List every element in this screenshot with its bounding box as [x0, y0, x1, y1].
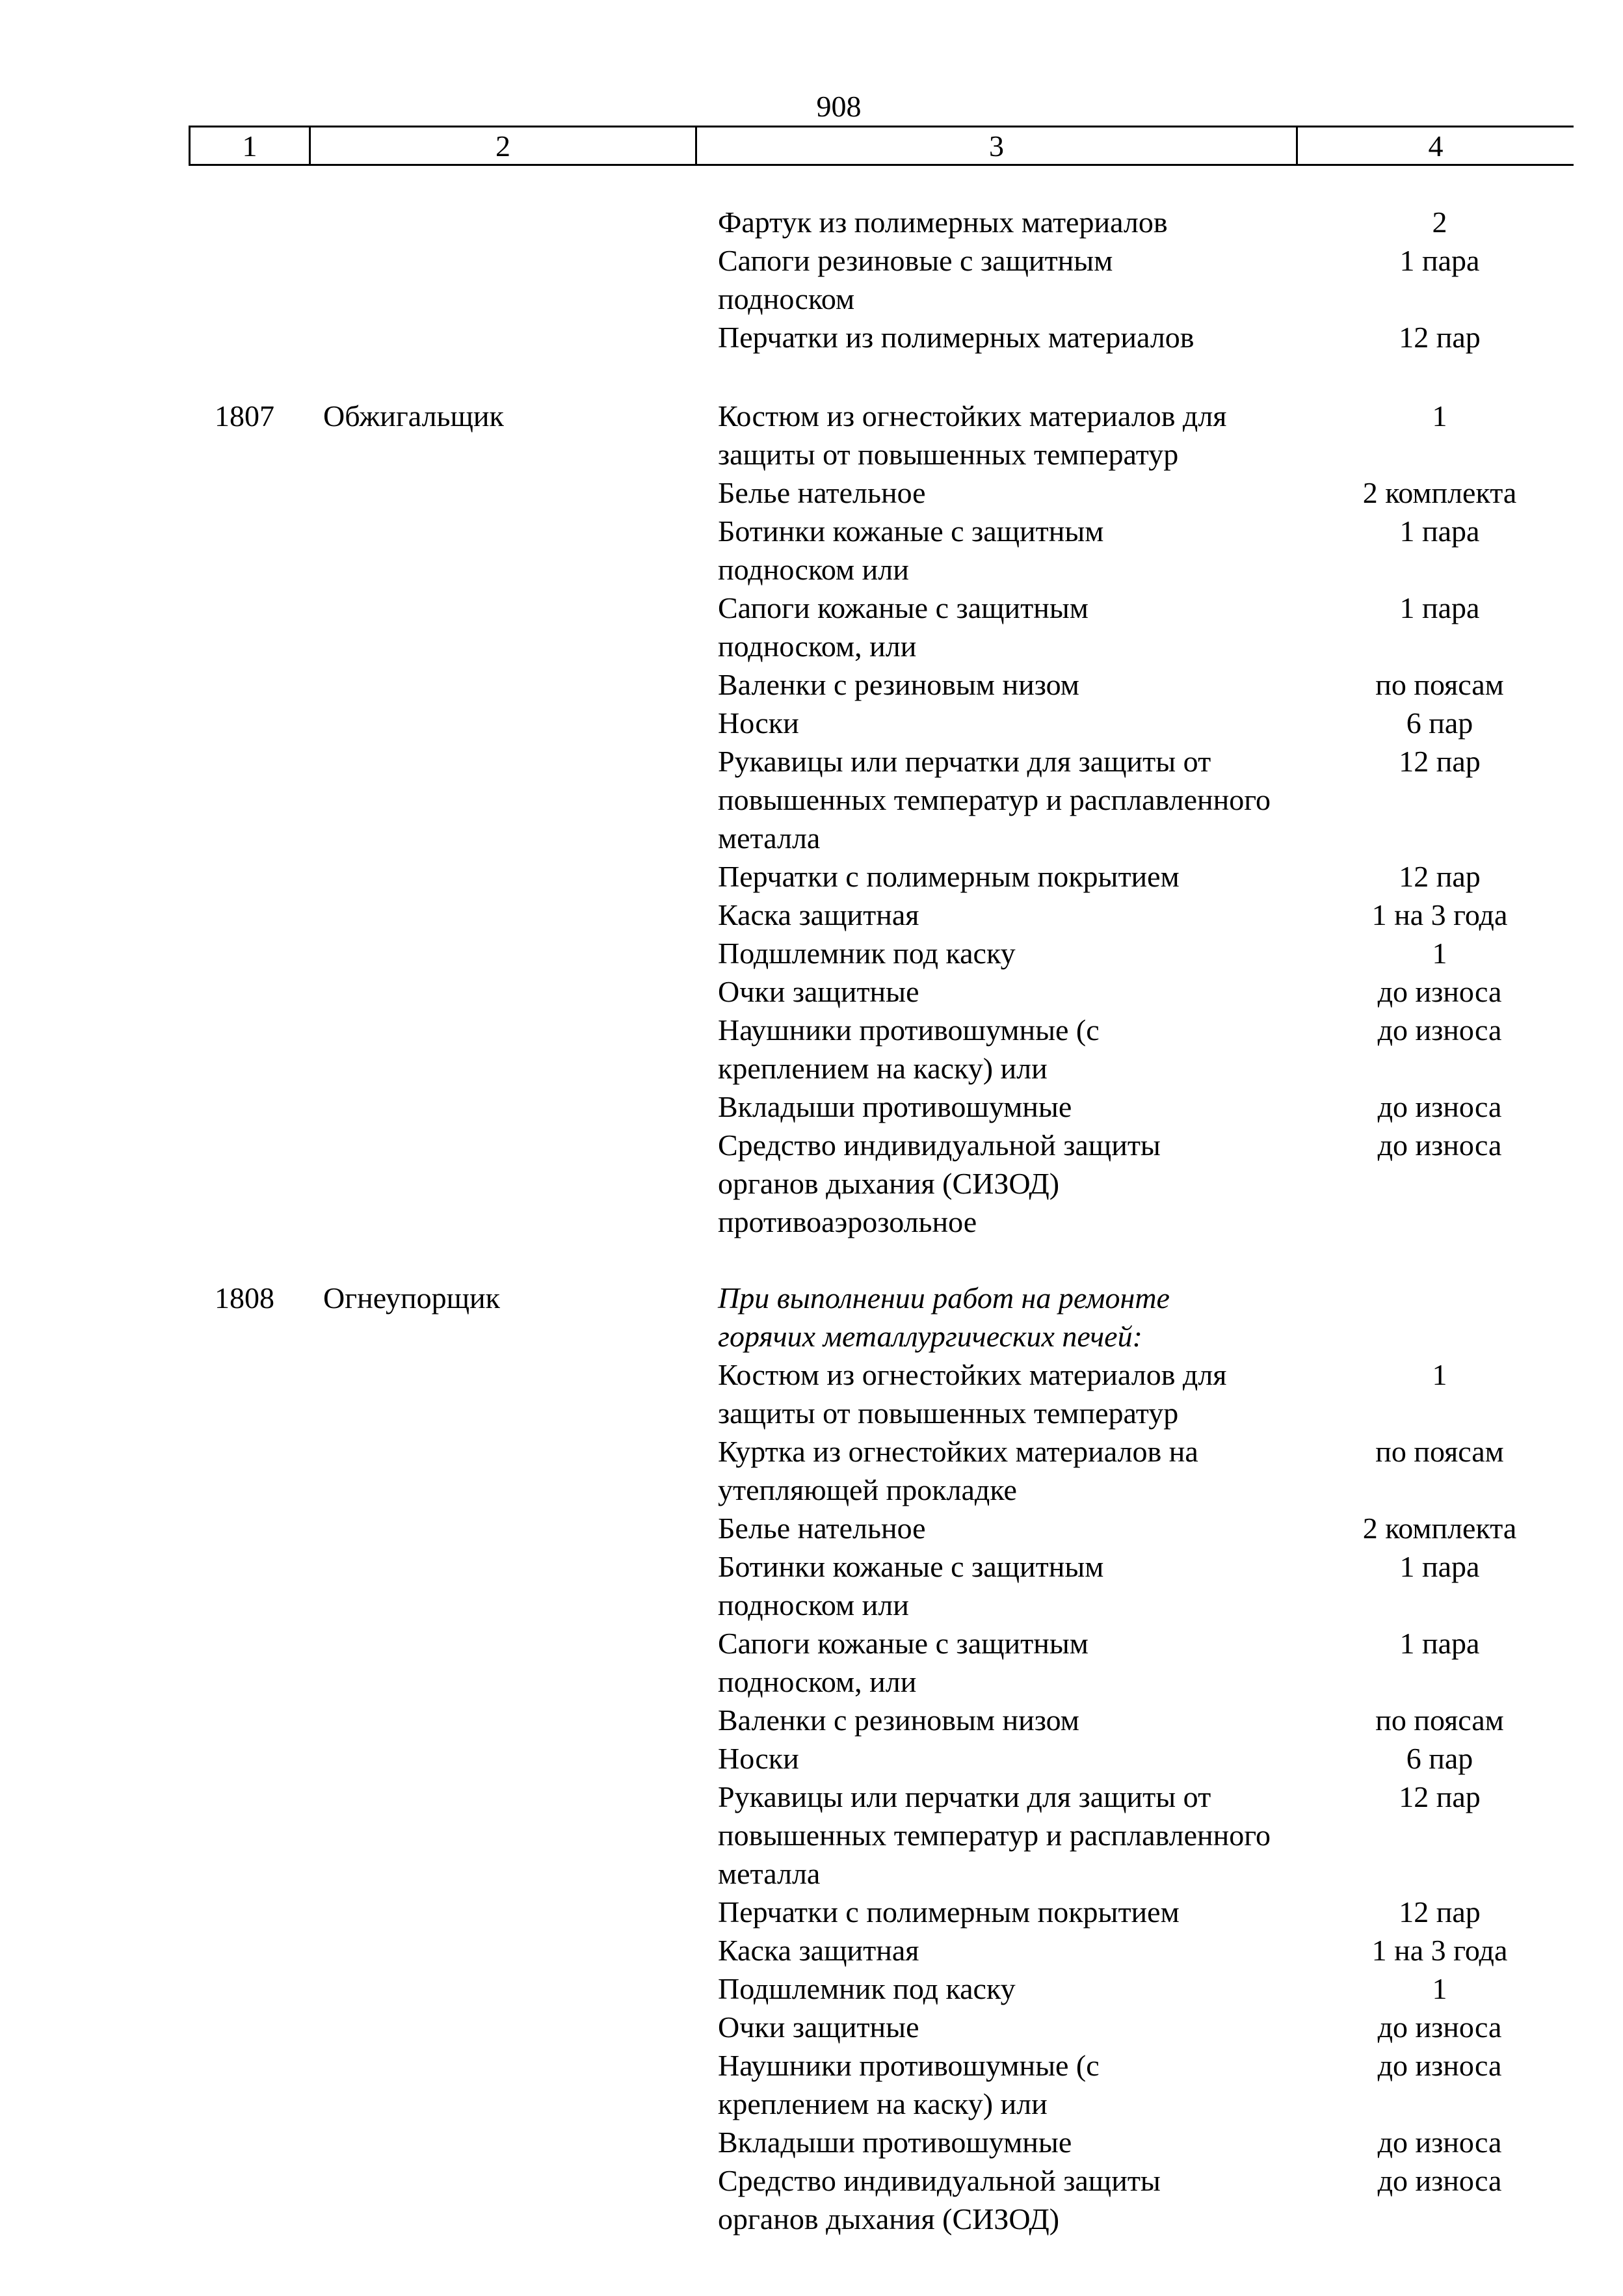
list-item	[718, 1969, 1563, 2008]
item-name: Перчатки с полимерным покрытием	[718, 1895, 1180, 1929]
column-header-1: 1	[191, 127, 311, 164]
item-name: Перчатки с полимерным покрытием	[718, 860, 1180, 893]
item-quantity: до износа	[1377, 2126, 1502, 2159]
item-name: Наушники противошумные (с креплением на каску) или	[718, 1013, 1100, 1085]
item-name: Белье нательное	[718, 476, 926, 509]
item-name: Наушники противошумные (с креплением на каску) или	[718, 2049, 1100, 2120]
list-item	[718, 1432, 1563, 1509]
item-quantity: 2 комплекта	[1362, 1512, 1517, 1545]
list-item	[718, 2046, 1563, 2123]
item-quantity: 1 пара	[1399, 1627, 1480, 1660]
item-name: Рукавицы или перчатки для защиты от повышенных температур и расплавленного металла	[718, 1780, 1271, 1890]
column-header-3: 3	[697, 127, 1298, 164]
item-name: Ботинки кожаные с защитным подноском или	[718, 1550, 1104, 1622]
page-number: 908	[816, 90, 862, 123]
item-quantity: 1	[1432, 1358, 1447, 1391]
item-quantity: 1	[1432, 1972, 1447, 2005]
item-name: Каска защитная	[718, 1934, 919, 1967]
list-item	[718, 704, 1563, 742]
item-quantity: по поясам	[1375, 1703, 1504, 1737]
item-list	[718, 397, 1563, 1241]
item-name: Подшлемник под каску	[718, 1972, 1016, 2005]
item-quantity: 1 пара	[1399, 1550, 1480, 1583]
column-header-4: 4	[1428, 129, 1444, 163]
entry-code: 1808	[215, 1281, 274, 1315]
list-item	[718, 2008, 1563, 2046]
item-quantity: до износа	[1377, 2164, 1502, 2197]
item-quantity: 1 пара	[1399, 591, 1480, 624]
section-note-text: При выполнении работ на ремонте горячих металлургических печей:	[718, 1281, 1170, 1353]
item-name: Подшлемник под каску	[718, 937, 1016, 970]
item-quantity: 12 пар	[1399, 1895, 1481, 1929]
item-name: Очки защитные	[718, 2010, 919, 2044]
item-quantity: до износа	[1377, 1128, 1502, 1162]
entry-title: Огнеупорщик	[323, 1281, 500, 1315]
list-item	[718, 1509, 1563, 1547]
list-item	[718, 397, 1563, 474]
item-name: Костюм из огнестойких материалов для защиты от повышенных температур	[718, 1358, 1227, 1430]
item-list	[718, 1279, 1563, 2238]
item-quantity: до износа	[1377, 2049, 1502, 2082]
item-name: Сапоги кожаные с защитным подноском, или	[718, 1627, 1089, 1698]
item-name: Носки	[718, 706, 799, 740]
list-item	[718, 2161, 1563, 2238]
list-item	[718, 665, 1563, 704]
list-item	[718, 1931, 1563, 1969]
item-quantity: 1	[1432, 937, 1447, 970]
list-item	[718, 1011, 1563, 1088]
list-item	[718, 1088, 1563, 1126]
list-item	[718, 1126, 1563, 1241]
item-quantity: 1 пара	[1399, 244, 1480, 277]
item-quantity: 6 пар	[1406, 706, 1473, 740]
list-item	[718, 1739, 1563, 1778]
item-quantity: 2	[1432, 206, 1447, 239]
item-name: Носки	[718, 1742, 799, 1775]
item-name: Сапоги кожаные с защитным подноском, или	[718, 591, 1089, 663]
list-item	[718, 1778, 1563, 1893]
item-quantity: 1 пара	[1399, 514, 1480, 548]
list-item	[718, 318, 1563, 356]
item-quantity: до износа	[1377, 1013, 1502, 1047]
list-item	[718, 1624, 1563, 1701]
list-item	[718, 1355, 1563, 1432]
list-item	[718, 1547, 1563, 1624]
item-quantity: 12 пар	[1399, 1780, 1481, 1813]
list-item	[718, 203, 1563, 241]
item-name: Белье нательное	[718, 1512, 926, 1545]
item-name: Вкладыши противошумные	[718, 2126, 1072, 2159]
item-quantity: по поясам	[1375, 668, 1504, 701]
list-item	[718, 512, 1563, 589]
item-name: Ботинки кожаные с защитным подноском или	[718, 514, 1104, 586]
item-quantity: 1	[1432, 399, 1447, 433]
item-name: Каска защитная	[718, 898, 919, 931]
entry-title: Обжигальщик	[323, 399, 504, 433]
item-quantity: 6 пар	[1406, 1742, 1473, 1775]
item-quantity: до износа	[1377, 1090, 1502, 1123]
item-quantity: 1 на 3 года	[1371, 1934, 1508, 1967]
list-item	[718, 1701, 1563, 1739]
item-list	[718, 203, 1563, 356]
item-name: Средство индивидуальной защиты органов дыхания (СИЗОД) противоаэрозольное	[718, 1128, 1161, 1238]
list-item	[718, 857, 1563, 896]
list-item	[718, 1893, 1563, 1931]
list-item	[718, 241, 1563, 318]
item-name: Костюм из огнестойких материалов для защиты от повышенных температур	[718, 399, 1227, 471]
item-name: Валенки с резиновым низом	[718, 1703, 1079, 1737]
list-item	[718, 896, 1563, 934]
item-name: Валенки с резиновым низом	[718, 668, 1079, 701]
item-quantity: 1 на 3 года	[1371, 898, 1508, 931]
item-quantity: 12 пар	[1399, 860, 1481, 893]
list-item	[718, 972, 1563, 1011]
entry-code: 1807	[215, 399, 274, 433]
list-item	[718, 934, 1563, 972]
item-name: Сапоги резиновые с защитным подноском	[718, 244, 1113, 315]
item-name: Фартук из полимерных материалов	[718, 206, 1168, 239]
item-name: Рукавицы или перчатки для защиты от повышенных температур и расплавленного металла	[718, 745, 1271, 855]
item-name: Перчатки из полимерных материалов	[718, 321, 1194, 354]
item-name: Куртка из огнестойких материалов на утепляющей прокладке	[718, 1435, 1198, 1506]
item-name: Средство индивидуальной защиты органов дыхания (СИЗОД)	[718, 2164, 1161, 2236]
item-quantity: до износа	[1377, 2010, 1502, 2044]
section-note	[718, 1279, 1563, 1355]
item-quantity: 12 пар	[1399, 321, 1481, 354]
column-header-2: 2	[311, 127, 697, 164]
item-name: Очки защитные	[718, 975, 919, 1008]
item-quantity: по поясам	[1375, 1435, 1504, 1468]
item-name: Вкладыши противошумные	[718, 1090, 1072, 1123]
list-item	[718, 474, 1563, 512]
list-item	[718, 589, 1563, 665]
column-header-row	[189, 126, 1574, 166]
list-item	[718, 2123, 1563, 2161]
list-item	[718, 742, 1563, 857]
item-quantity: 2 комплекта	[1362, 476, 1517, 509]
item-quantity: до износа	[1377, 975, 1502, 1008]
item-quantity: 12 пар	[1399, 745, 1481, 778]
